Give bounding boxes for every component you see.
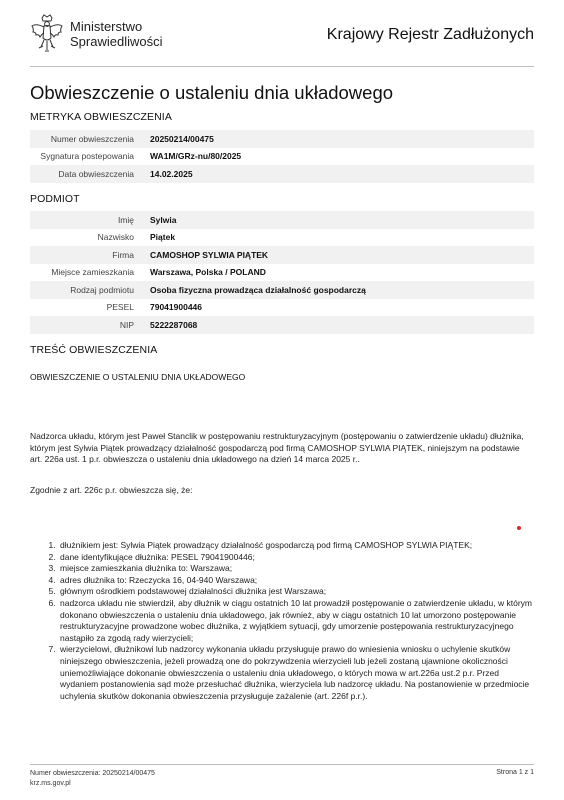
row-label: Imię (117, 214, 134, 225)
list-item: 6. nadzorca układu nie stwierdził, aby dłużnik w ciągu ostatnich 10 lat prowadził postępowanie o zatwierdzenie układu, w którym dokonano obwieszczenia o ustaleniu dnia układowego, jak również, aby w ciągu ostatnich 10 lat umorzono postępowanie restrukturyzacyjne prowadzone wobec dłużnika, z wyjątkiem sytuacji, gdy umorzenie postępowania restrukturyzacyjnego nastąpiło za zgodą rady wierzycieli; (58, 598, 534, 644)
header-divider (30, 66, 534, 67)
table-row (30, 229, 534, 247)
row-value: Sylwia (150, 214, 177, 225)
ministry-logo (30, 14, 162, 54)
list-item: 2. dane identyfikujące dłużnika: PESEL 79041900446; (58, 552, 534, 564)
table-row (30, 165, 534, 183)
page-header (30, 14, 534, 66)
row-label: Miejsce zamieszkania (51, 267, 134, 278)
row-label: PESEL (106, 302, 134, 313)
footer-left (30, 769, 155, 789)
row-label: NIP (119, 319, 134, 330)
metryka-table (30, 130, 534, 183)
section-title-podmiot: PODMIOT (30, 193, 80, 205)
row-value: Osoba fizyczna prowadząca działalność gospodarczą (150, 284, 366, 295)
table-row (30, 211, 534, 229)
table-row (30, 281, 534, 299)
footer-page-number: Strona 1 z 1 (496, 769, 534, 776)
section-title-metryka: METRYKA OBWIESZCZENIA (30, 111, 172, 123)
list-item: 1. dłużnikiem jest: Sylwia Piątek prowadzący działalność gospodarczą pod firmą CAMOSHOP SYLWIA PIĄTEK; (58, 540, 534, 552)
page-title: Obwieszczenie o ustaleniu dnia układowego (30, 82, 394, 103)
row-label: Rodzaj podmiotu (70, 284, 134, 295)
row-value: CAMOSHOP SYLWIA PIĄTEK (150, 249, 269, 260)
row-value: 5222287068 (150, 319, 198, 330)
row-label: Sygnatura postepowania (40, 151, 134, 162)
row-label: Nazwisko (97, 232, 134, 243)
declaration-list (30, 540, 534, 702)
row-value: Warszawa, Polska / POLAND (150, 267, 266, 278)
ministry-name-line2: Sprawiedliwości (70, 34, 163, 49)
registry-title: Krajowy Rejestr Zadłużonych (326, 26, 534, 43)
section-title-tresc: TREŚĆ OBWIESZCZENIA (30, 344, 158, 356)
polish-eagle-emblem-icon (30, 14, 64, 54)
podmiot-table (30, 211, 534, 334)
table-row (30, 246, 534, 264)
footer-notice-number: Numer obwieszczenia: 20250214/00475 (30, 770, 155, 777)
row-label: Numer obwieszczenia (50, 133, 134, 144)
row-label: Firma (112, 249, 134, 260)
ministry-name-line1: Ministerstwo (70, 19, 143, 34)
notice-paragraph-intro: Zgodnie z art. 226c p.r. obwieszcza się, że: (30, 485, 193, 495)
row-label: Data obwieszczenia (58, 168, 134, 179)
table-row (30, 130, 534, 148)
list-item: 5. głównym ośrodkiem podstawowej działalności dłużnika jest Warszawa; (58, 586, 534, 598)
row-value: 14.02.2025 (150, 168, 193, 179)
footer-divider (30, 764, 534, 765)
table-row (30, 299, 534, 317)
table-row (30, 148, 534, 166)
row-value: 79041900446 (150, 302, 203, 313)
red-marker-dot (517, 526, 521, 530)
row-value: 20250214/00475 (150, 133, 214, 144)
table-row (30, 316, 534, 334)
list-item: 7. wierzycielowi, dłużnikowi lub nadzorcy wykonania układu przysługuje prawo do wniesienia wniosku o uchylenie skutków niniejszego obwieszczenia, jeżeli prowadzą one do pokrzywdzenia wierzycieli lub jeżeli zostaną ujawnione okoliczności uniemożliwiające dokonanie obwieszczenia o ustaleniu dnia układowego, o których mowa w art.226a ust.2 p.r. Przed wydaniem postanowienia sąd może przesłuchać dłużnika, wierzyciela lub nadzorcę układu. Na postanowienie w przedmiocie uchylenia skutków dokonania obwieszczenia przysługuje zażalenie (art. 226f p.r.). (58, 644, 534, 702)
table-row (30, 264, 534, 282)
list-item: 3. miejsce zamieszkania dłużnika to: Warszawa; (58, 563, 534, 575)
row-value: WA1M/GRz-nu/80/2025 (150, 151, 242, 162)
notice-subheading: OBWIESZCZENIE O USTALENIU DNIA UKŁADOWEGO (30, 372, 246, 382)
notice-paragraph: Nadzorca układu, którym jest Paweł Stanclik w postępowaniu restrukturyzacyjnym (postępowaniu o zatwierdzenie układu) dłużnika, którym jest Sylwia Piątek prowadzący działalność gospodarczą pod firmą CAMOSHOP SYLWIA PIĄTEK, niniejszym na podstawie art. 226a ust. 1 p.r. obwieszcza o ustaleniu dnia układowego na dzień 14 marca 2025 r.. (30, 431, 524, 464)
row-value: Piątek (150, 232, 176, 243)
list-item: 4. adres dłużnika to: Rzeczycka 16, 04-940 Warszawa; (58, 575, 534, 587)
footer-site-link[interactable]: krz.ms.gov.pl (30, 780, 71, 787)
